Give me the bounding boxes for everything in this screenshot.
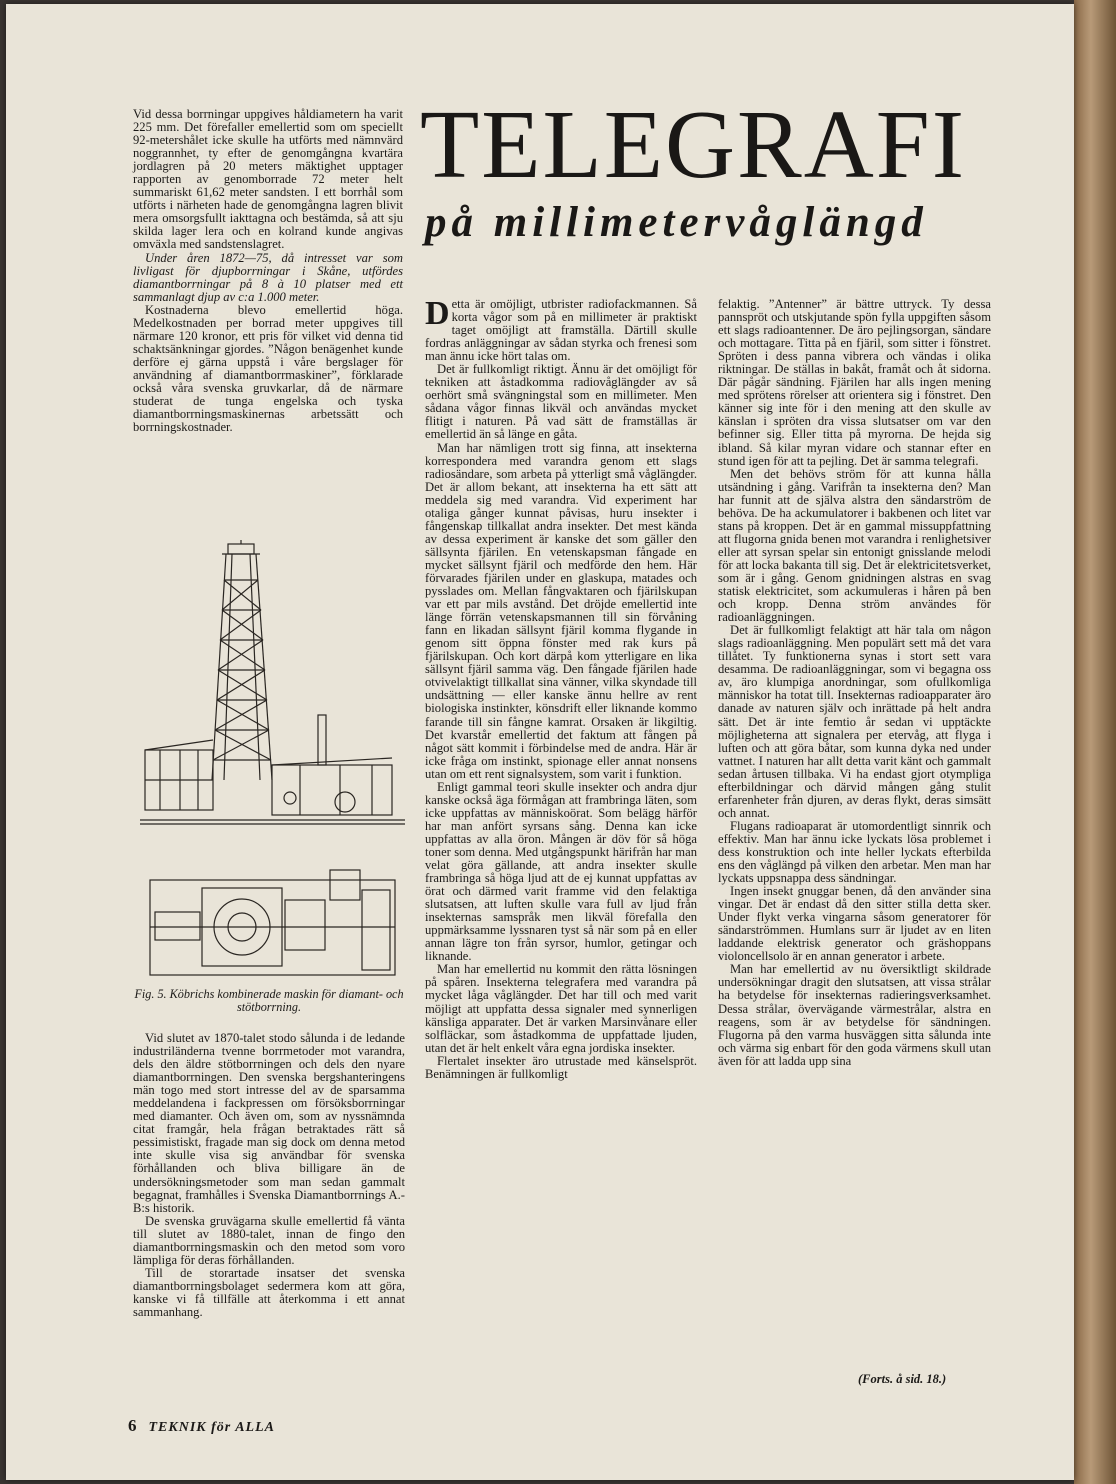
paragraph: Man har nämligen trott sig finna, att insekterna korrespondera med varandra genom ett slags radiosändare, som arbeta på ytterligt små våglängder. Det är allom bekant, att insekterna ha ett sätt att meddela sig med varandra. Vid experiment har otaliga gånger kunnat påvisas, huru insekter i fångenskap tillkallat andra insekter. Det mest kända av dessa experiment är kanske det som gäller den sällsynta fjärilen. En vetenskapsman fångade en mycket sällsynt fjäril och medförde den hem. Här förvarades fjärilen under en glaskupa, matades och pysslades om. Mellan fångvaktaren och fjärilskupan var ett par mils avstånd. Det dröjde emellertid inte länge förrän vetenskapsmannen till sin förvåning fann en likadan sällsynt fjäril komma flygande in genom sitt öppna fönster med rak kurs på fjärilskupan. Och kort därpå kom ytterligare en lika sällsynt fjäril samma väg. Den fångade fjärilen hade otvivelaktigt tillkallat sina vänner, vilka skyndade till undsättning — eller kanske ännu hellre av rent biologiska instinkter, könsdrift eller liknande kommo farande till sin fångne kamrat. Orsaken är likgiltig. Det kvarstår emellertid det faktum att fången på något sätt kommit i förbindelse med de andra. Här är icke fråga om instinkt, spionage eller annat nonsens utan om ett rent signalsystem, som varit i funktion.: [425, 440, 697, 781]
column-1-top: [133, 108, 403, 434]
paragraph: Men det behövs ström för att kunna hålla utsändning i gång. Varifrån ta insekterna den? Man har funnit att de själva alstra den sändarström de behöva. De ha ackumulatorer i bakbenen och litet var stans på kroppen. Det är en gammal missuppfattning att flugorna gnida benen mot varandra i renlighetsiver eller att syrsan spelar sin entonigt gnisslande melodi för att locka bakanta till sig. Det är elektricitetsverket, som är i gång. Genom gnidningen alstras en svag statisk elektricitet, som ackumuleras i håren på ben och kropp. Denna ström användes för radioanläggningen.: [718, 466, 991, 625]
paragraph: Det är fullkomligt riktigt. Ännu är det omöjligt för tekniken att åstadkomma radiovåglängder av så oerhört små svängningstal som en millimeter. Men sådana vågor finnas likväl och användas mycket flitigt i naturen. På vad sätt de framställas är emellertid än så länge en gåta.: [425, 362, 697, 442]
paragraph: Vid slutet av 1870-talet stodo sålunda i de ledande industriländerna tvenne borrmetoder mot varandra, dels den äldre stötborrningen och dels den nyare diamantborrningen. Den svenska bergshanteringens män togo med stort intresse del av de sparsamma meddelandena i fackpressen om försöksborrningar med diamanter. Och även om, som av nyssnämnda citat framgår, hela frågan betraktades rätt så pessimistiskt, fragade man sig dock om denna metod inte skulle visa sig användbar för svenska förhållanden och bliva billigare än de undersökningsmetoder som man sedan gammalt begagnat, framhålles i Svenska Diamantborrnings A.-B:s historik.: [133, 1031, 405, 1215]
opening-paragraph: [425, 295, 697, 364]
page-number: 6: [128, 1416, 137, 1435]
paragraph-italic: Under åren 1872—75, då intresset var som livligast för djupborrningar i Skåne, utfördes diamantborrningar på 8 à 10 platser med ett sammanlagt djup av c:a 1.000 meter.: [133, 250, 403, 304]
paragraph: Vid dessa borrningar uppgives håldiametern ha varit 225 mm. Det förefaller emellertid som om speciellt 92-metershålet icke skulle ha utförts med nämnvärd noggrannhet, ty efter de genomgångna kvartära jordlagren på 20 meters mäktighet upptager rapporten av genomborrade 72 meter helt summariskt 61,62 meter sandsten. I ett borrhål som utförts i närheten hade de genomgångna lagren blivit mera omsorgsfullt iakttagna och bestämda, så att sju skilda lager lera och en kolrand kunde angivas omväxla med sandstenslagret.: [133, 107, 403, 252]
paragraph: Till de storartade insatser det svenska diamantborrningsbolaget sedermera kom att göra, kanske vi få tillfälle att återkomma i ett annat sammanhang.: [133, 1265, 405, 1319]
adjacent-page-edge: [1074, 0, 1116, 1484]
paragraph: De svenska gruvägarna skulle emellertid få vänta till slutet av 1880-talet, innan de fingo den diamantborrningsmaskin och den metod som voro lämpliga för deras förhållanden.: [133, 1213, 405, 1267]
figure-caption: Fig. 5. Köbrichs kombinerade maskin för diamant- och stötborrning.: [134, 987, 404, 1014]
paragraph: Man har emellertid nu kommit den rätta lösningen på spåren. Insekterna telegrafera med varandra på mycket låga våglängder. Det har till och med varit möjligt att uppfatta dessa signaler med synnerligen känsliga apparater. Det är varken Marsinvånare eller solfläckar, som åstadkomma de uppfattade ljuden, utan det är helt enkelt våra egna jordiska insekter.: [425, 962, 697, 1055]
paragraph: Ingen insekt gnuggar benen, då den använder sina vingar. Det är endast då den sitter stilla detta sker. Under flykt verka vingarna såsom generatorer för sändarströmmen. Humlans surr är ljudet av en liten laddande elektrisk generator och gräshoppans violoncellsolo är en annan generator i arbete.: [718, 884, 991, 964]
drop-cap: D: [425, 295, 450, 332]
page-footer: [128, 1416, 275, 1436]
paragraph: Flugans radioaparat är utomordentligt sinnrik och effektiv. Man har ännu icke lyckats lösa problemet i dess konstruktion och inte heller lyckats efterbilda ens den våglängd på vilken den arbetar. Men man har lyckats uppsnappa dess sändningar.: [718, 818, 991, 886]
magazine-name: TEKNIK för ALLA: [148, 1420, 275, 1435]
paragraph: felaktig. ”Antenner” är bättre uttryck. Ty dessa pannspröt och utskjutande spön fylla uppgiften såsom ett slags radioantenner. De äro pejlingsorgan, sändare och mottagare. Titta på en fjäril, som sitter i fönstret. Spröten i dess panna vibrera och vändas i olika riktningar. De ställas in bakåt, framåt och åt sidorna. Där pågår sändning. Fjärilen har alls ingen mening med sprötens rörelser att orientera sig i fönstret. Den känner sig inte för i den mening att den skulle av känslan i spröten dra vissa slutsatser om var den befinner sig. Eller titta på myrorna. De hejda sig ibland. Så kilar myran vidare och stannar efter en stund igen för att ta pejling. Det är samma telegrafi.: [718, 297, 991, 468]
paragraph: Kostnaderna blevo emellertid höga. Medelkostnaden per borrad meter uppgives till närmare 120 kronor, ett pris för vilket vid denna tid schaktsänkningar gjordes. ”Någon benägenhet kunde derföre ej gärna uppstå i våre bergslager för användning af diamantborrmaskiner”, förklarade också våra svenska gruvkarlar, då de närmare studerat de tunga engelska och tyska diamantborrningsmaskinernas arbetssätt och borrningskostnader.: [133, 302, 403, 435]
opening-text: etta är omöjligt, utbrister radiofackmannen. Så korta vågor som på en millimeter är praktiskt taget omöjligt att framställa. Därtill skulle fordras anläggningar av sådan styrka och frenesi som man ännu icke hört talas om.: [425, 297, 697, 364]
paragraph: Flertalet insekter äro utrustade med känselspröt. Benämningen är fullkomligt: [425, 1053, 697, 1081]
paragraph: Enligt gammal teori skulle insekter och andra djur kanske också äga förmågan att frambringa läten, som icke uppfattas av människoörat. Som belägg härför har man anfört syrsans sång. Denna kan icke uppfattas av alla öron. Mången är döv för så höga toner som denna. Med utgångspunkt härifrån har man velat göra gällande, att andra insekter skulle frambringa så höga ljud att de ej kunnat uppfattas av örat och därmed varit framme vid den felaktiga slutsatsen, att luften skulle vara full av ljud från insekternas samspråk men likväl förefalla den uppmärksamme lyssnaren tyst så när som på en eller annan lägre ton från syrsor, humlor, getingar och liknande.: [425, 779, 697, 964]
paragraph: Det är fullkomligt felaktigt att här tala om någon slags radioanläggning. Men populärt sett må det vara tillåtet. Ty funktionerna synas i stort sett vara desamma. De radioanläggningar, som vi begagna oss av, äro klumpiga anordningar, som ofullkomliga människor ha totat till. Insekternas radioapparater äro danade av naturen själv och inrättade på helt andra sätt. Det är inte femtio år sedan vi upptäckte möjligheterna att signalera per etervåg, att flyga i luften och att göra båtar, som kunna dyka ned under vattnet. I naturen har allt detta varit känt och gammalt sedan årtusen tillbaka. Vi ha endast gjort otympliga efterbildningar och därvid mången gång stulit erfarenheter från djuren, av deras flykt, deras simsätt och annat.: [718, 623, 991, 820]
column-3: [718, 298, 991, 1068]
drilling-rig-illustration: [140, 540, 405, 985]
paragraph: Man har emellertid av nu översiktligt skildrade undersökningar dragit den slutsatsen, att vissa strålar ha betydelse för insekternas radieringsverksamhet. Dessa strålar, övervägande värmestrålar, alstra en reagens, som är av betydelse för sändningen. Flugorna på den varma husväggen sitta sålunda inte och värma sig enbart för den goda värmens skull utan även för att ladda upp sina: [718, 962, 991, 1068]
article-headline: TELEGRAFI: [420, 91, 967, 198]
continued-note: (Forts. å sid. 18.): [858, 1372, 947, 1386]
article-subheadline: på millimetervåglängd: [425, 199, 928, 246]
column-2: [425, 295, 697, 1081]
column-1-bottom: [133, 1032, 405, 1319]
